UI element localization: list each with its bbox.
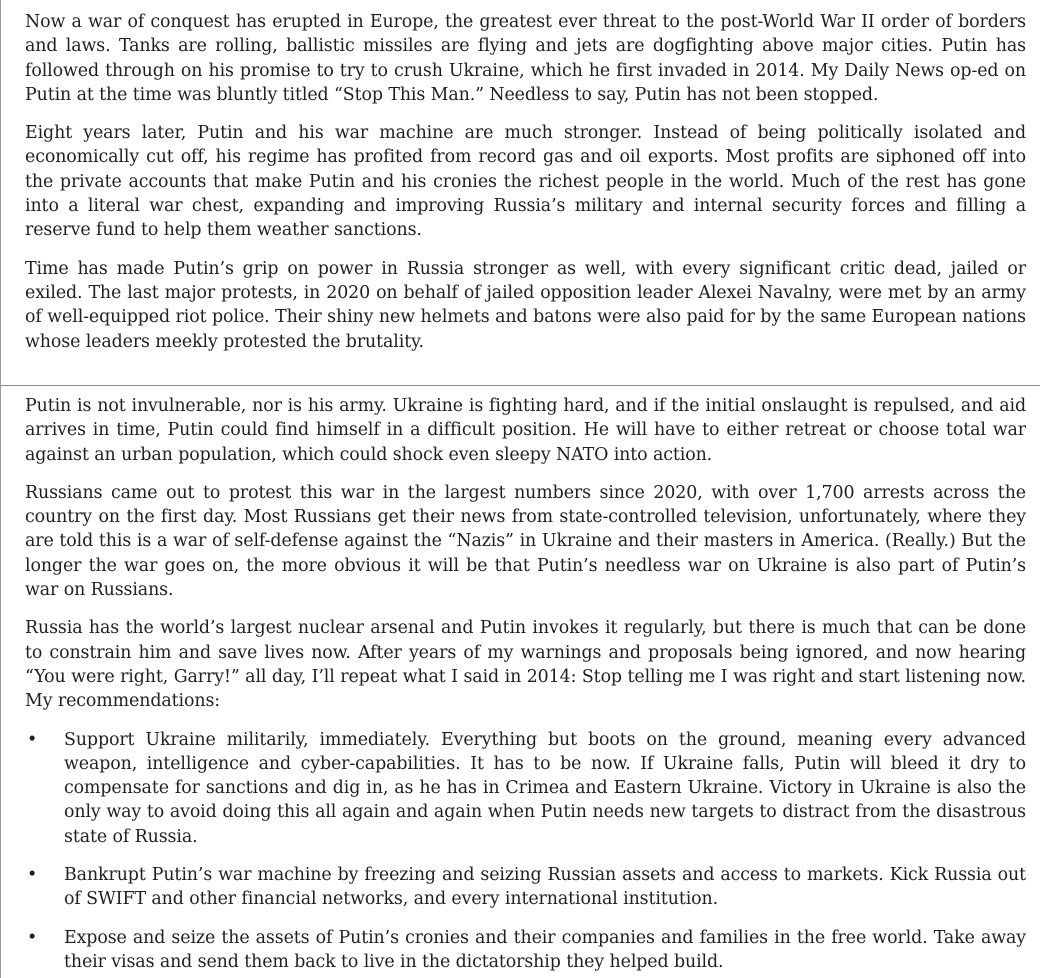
page-left-border	[0, 0, 1, 385]
section-content	[25, 385, 1026, 974]
paragraph: Now a war of conquest has erupted in Europe, the greatest ever threat to the post-World War II order of borders and laws. Tanks are rolling, ballistic missiles are flying and jets are dogfighting above major cities. Putin has followed through on his promise to try to crush Ukraine, which he first invaded in 2014. My Daily News op-ed on Putin at the time was bluntly titled “Stop This Man.” Needless to say, Putin has not been stopped.	[25, 12, 1026, 105]
list-item	[25, 926, 1026, 975]
document-section-top	[0, 0, 1040, 385]
bullet-icon: •	[27, 865, 38, 886]
paragraph: Putin is not invulnerable, nor is his army. Ukraine is fighting hard, and if the initial onslaught is repulsed, and aid arrives in time, Putin could find himself in a difficult position. He will have to either retreat or choose total war against an urban population, which could shock even sleepy NATO into action.	[25, 396, 1026, 465]
section-content	[25, 0, 1026, 354]
recommendations-list	[25, 728, 1026, 975]
paragraph: Time has made Putin’s grip on power in Russia stronger as well, with every significant critic dead, jailed or exiled. The last major protests, in 2020 on behalf of jailed opposition leader Alexei Navalny, were met by an army of well-equipped riot police. Their shiny new helmets and batons were also paid for by the same European nations whose leaders meekly protested the brutality.	[25, 258, 1026, 352]
list-item-text: Expose and seize the assets of Putin’s cronies and their companies and families in the free world. Take away their visas and send them back to live in the dictatorship they helped build.	[64, 927, 1026, 972]
list-item	[25, 863, 1026, 912]
list-item	[25, 728, 1026, 849]
list-item-text: Support Ukraine militarily, immediately. Everything but boots on the ground, meaning every advanced weapon, intelligence and cyber-capabilities. It has to be now. If Ukraine falls, Putin will bleed it dry to compensate for sanctions and dig in, as he has in Crimea and Eastern Ukraine. Victory in Ukraine is also the only way to avoid doing this all again and again when Putin needs new targets to distract from the disastrous state of Russia.	[64, 729, 1026, 847]
bullet-icon: •	[27, 729, 38, 750]
bullet-icon: •	[27, 927, 38, 948]
paragraph: Eight years later, Putin and his war machine are much stronger. Instead of being politically isolated and economically cut off, his regime has profited from record gas and oil exports. Most profits are siphoned off into the private accounts that make Putin and his cronies the richest people in the world. Much of the rest has gone into a literal war chest, expanding and improving Russia’s military and internal security forces and filling a reserve fund to help them weather sanctions.	[25, 123, 1026, 241]
list-item-text: Bankrupt Putin’s war machine by freezing and seizing Russian assets and access to markets. Kick Russia out of SWIFT and other financial networks, and every international institution.	[64, 865, 1026, 910]
page-left-border	[0, 385, 1, 978]
paragraph: Russia has the world’s largest nuclear arsenal and Putin invokes it regularly, but there is much that can be done to constrain him and save lives now. After years of my warnings and proposals being ignored, and now hearing “You were right, Garry!” all day, I’ll repeat what I said in 2014: Stop telling me I was right and start listening now. My recommendations:	[25, 618, 1026, 712]
document-section-bottom	[0, 385, 1040, 978]
paragraph: Russians came out to protest this war in the largest numbers since 2020, with over 1,700 arrests across the country on the first day. Most Russians get their news from state-controlled television, unfortunately, where they are told this is a war of self-defense against the “Nazis” in Ukraine and their masters in America. (Really.) But the longer the war goes on, the more obvious it will be that Putin’s needless war on Ukraine is also part of Putin’s war on Russians.	[25, 482, 1026, 601]
